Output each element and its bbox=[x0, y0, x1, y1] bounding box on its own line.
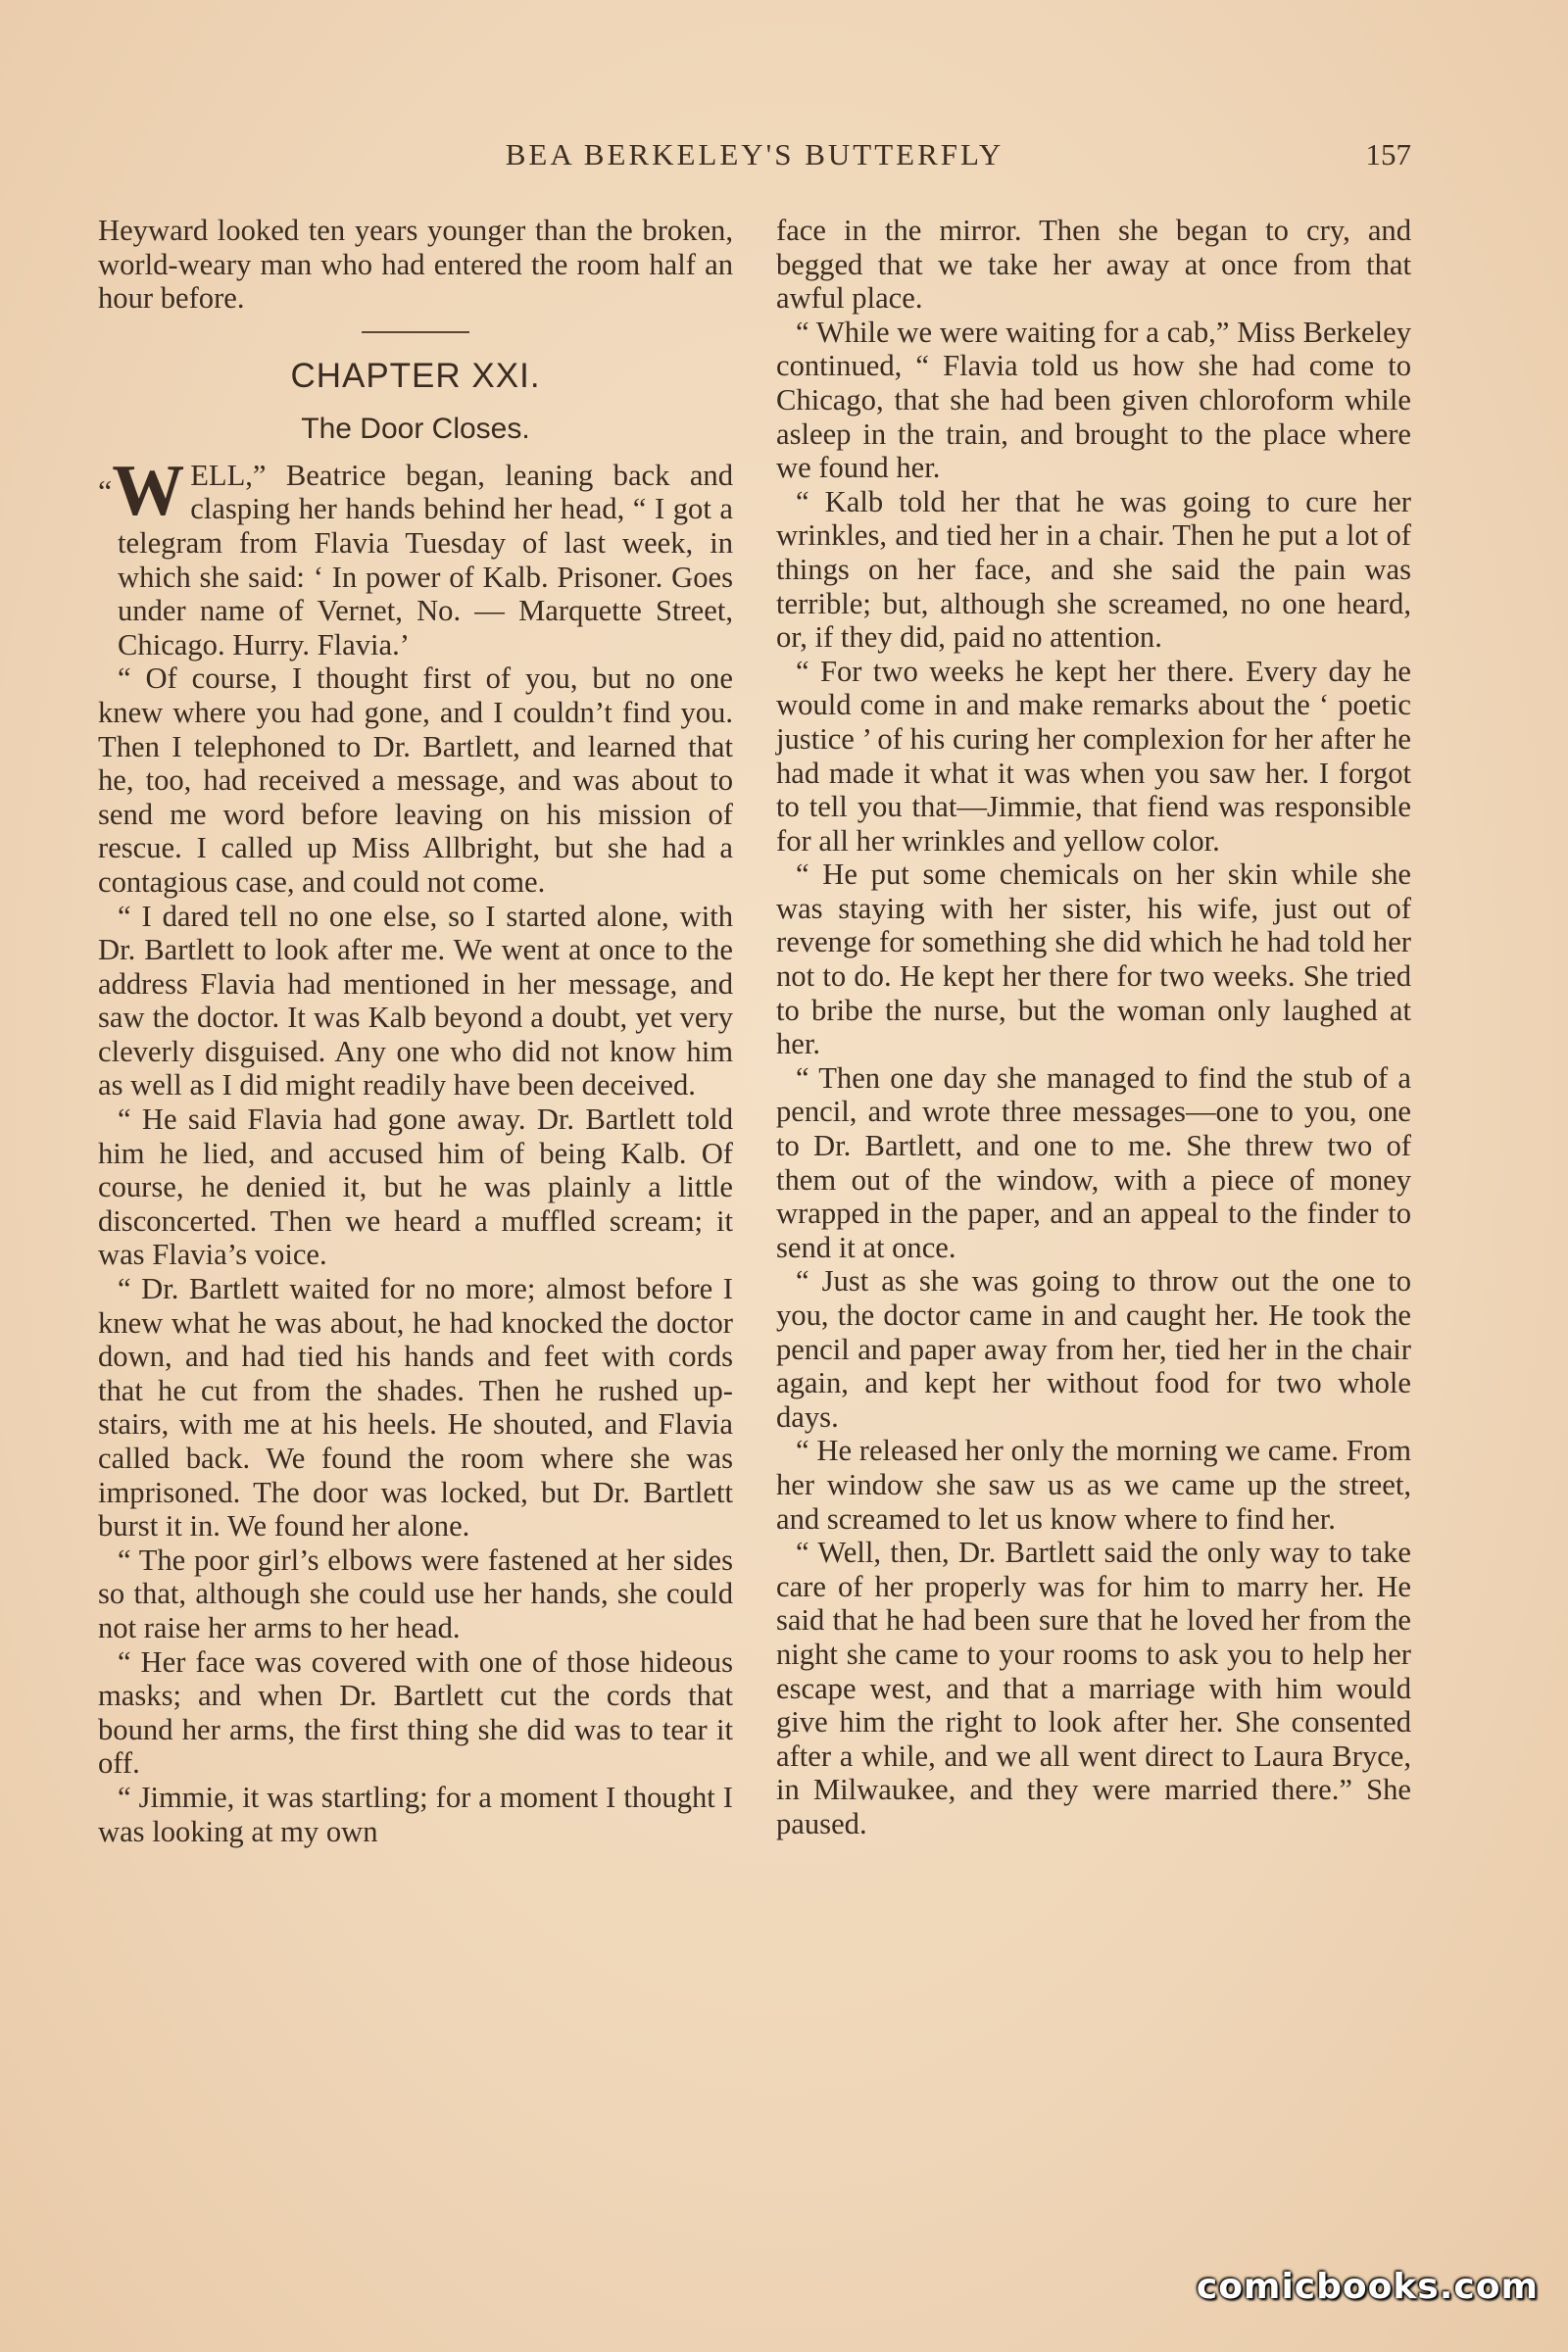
paragraph: “ He released her only the morning we came. From her window she saw us as we came up the street, and screamed to let us know where to find her. bbox=[776, 1434, 1411, 1536]
paragraph: “ Just as she was going to throw out the one to you, the doctor came in and caught her. He took the pencil and paper away from her, tied her in the chair again, and kept her without food for two whole days. bbox=[776, 1264, 1411, 1434]
paragraph: “ Well, then, Dr. Bartlett said the only way to take care of her properly was for him to marry her. He said that he had been sure that he loved her from the night she came to your rooms to ask you to help her escape west, and that a marriage with him would give him the right to look after her. She consented after a while, and we all went direct to Laura Bryce, in Milwaukee, and they were married there.” She paused. bbox=[776, 1536, 1411, 1840]
right-column bbox=[776, 214, 1411, 1841]
paragraph: “ Of course, I thought first of you, but no one knew where you had gone, and I couldn’t find you. Then I telephoned to Dr. Bartlett, and learned that he, too, had received a message, and was about to send me word before leaving on his mission of rescue. I called up Miss Allbright, but she had a contagious case, and could not come. bbox=[98, 662, 733, 899]
paragraph: “ He said Flavia had gone away. Dr. Bartlett told him he lied, and accused him of being Kalb. Of course, he denied it, but he was plainly a little disconcerted. Then we heard a muffled scream; it was Flavia’s voice. bbox=[98, 1102, 733, 1272]
intro-paragraph: Heyward looked ten years younger than the broken, world-weary man who had entered the room half an hour before. bbox=[98, 214, 733, 316]
paragraph: “ Kalb told her that he was going to cure her wrinkles, and tied her in a chair. Then he put a lot of things on her face, and she said the pain was terrible; but, although she screamed, no one heard, or, if they did, paid no attention. bbox=[776, 484, 1411, 655]
paragraph: “ Then one day she managed to find the stub of a pencil, and wrote three messages—one to you, one to Dr. Bartlett, and one to me. She threw two of them out of the window, with a piece of money wrapped in the paper, and an appeal to the finder to send it at once. bbox=[776, 1060, 1411, 1264]
site-watermark: comicbooks.com bbox=[1196, 2267, 1539, 2307]
running-title: BEA BERKELEY'S BUTTERFLY bbox=[505, 137, 1004, 172]
first-paragraph bbox=[98, 450, 733, 662]
paragraph: “ For two weeks he kept her there. Every day he would come in and make remarks about the ‘ poetic justice ’ of his curing her complexion for her after he had made it what it was when you saw her. I forgot to tell you that—Jimmie, that fiend was responsible for all her wrinkles and yellow color. bbox=[776, 654, 1411, 858]
chapter-title: CHAPTER XXI. bbox=[290, 356, 541, 395]
paragraph: “ While we were waiting for a cab,” Miss Berkeley continued, “ Flavia told us how she had come to Chicago, that she had been given chloroform while asleep in the train, and brought to the place where we found her. bbox=[776, 315, 1411, 485]
first-paragraph-text: ELL,” Beatrice began, leaning back and clasping her hands behind her head, “ I got a telegram from Flavia Tuesday of last week, in which she said: ‘ In power of Kalb. Prisoner. Goes under name of Vernet, No. — Marquette Street, Chicago. Hurry. Flavia.’ bbox=[118, 458, 733, 662]
paragraph: “ Jimmie, it was startling; for a moment I thought I was looking at my own bbox=[98, 1780, 733, 1848]
paragraph: “ Her face was covered with one of those hideous masks; and when Dr. Bartlett cut the cords that bound her arms, the first thing she did was to tear it off. bbox=[98, 1644, 733, 1781]
drop-cap-letter: W bbox=[112, 450, 185, 531]
page-number: 157 bbox=[1365, 137, 1411, 172]
paragraph: “ He put some chemicals on her skin while she was staying with her sister, his wife, just out of revenge for something she did which he had told her not to do. He kept her there for two weeks. She tried to bribe the nurse, but the woman only laughed at her. bbox=[776, 858, 1411, 1061]
drop-cap-quote: “ bbox=[98, 472, 113, 509]
paragraph: “ Dr. Bartlett waited for no more; almost before I knew what he was about, he had knocked the doctor down, and had tied his hands and feet with cords that he cut from the shades. Then he rushed up-stairs, with me at his heels. He shouted, and Flavia called back. We found the room where she was imprisoned. The door was locked, but Dr. Bartlett burst it in. We found her alone. bbox=[98, 1272, 733, 1544]
chapter-subtitle: The Door Closes. bbox=[301, 412, 530, 445]
page-header bbox=[98, 137, 1411, 176]
continuation-paragraph: face in the mirror. Then she began to cry, and begged that we take her away at once from that awful place. bbox=[776, 214, 1411, 316]
drop-cap bbox=[98, 450, 185, 531]
chapter-divider bbox=[362, 331, 469, 333]
paragraph: “ The poor girl’s elbows were fastened at her sides so that, although she could use her hands, she could not raise her arms to her head. bbox=[98, 1543, 733, 1644]
paragraph: “ I dared tell no one else, so I started alone, with Dr. Bartlett to look after me. We went at once to the address Flavia had mentioned in her message, and saw the doctor. It was Kalb beyond a doubt, yet very cleverly disguised. Any one who did not know him as well as I did might readily have been deceived. bbox=[98, 899, 733, 1102]
left-column bbox=[98, 214, 733, 1848]
